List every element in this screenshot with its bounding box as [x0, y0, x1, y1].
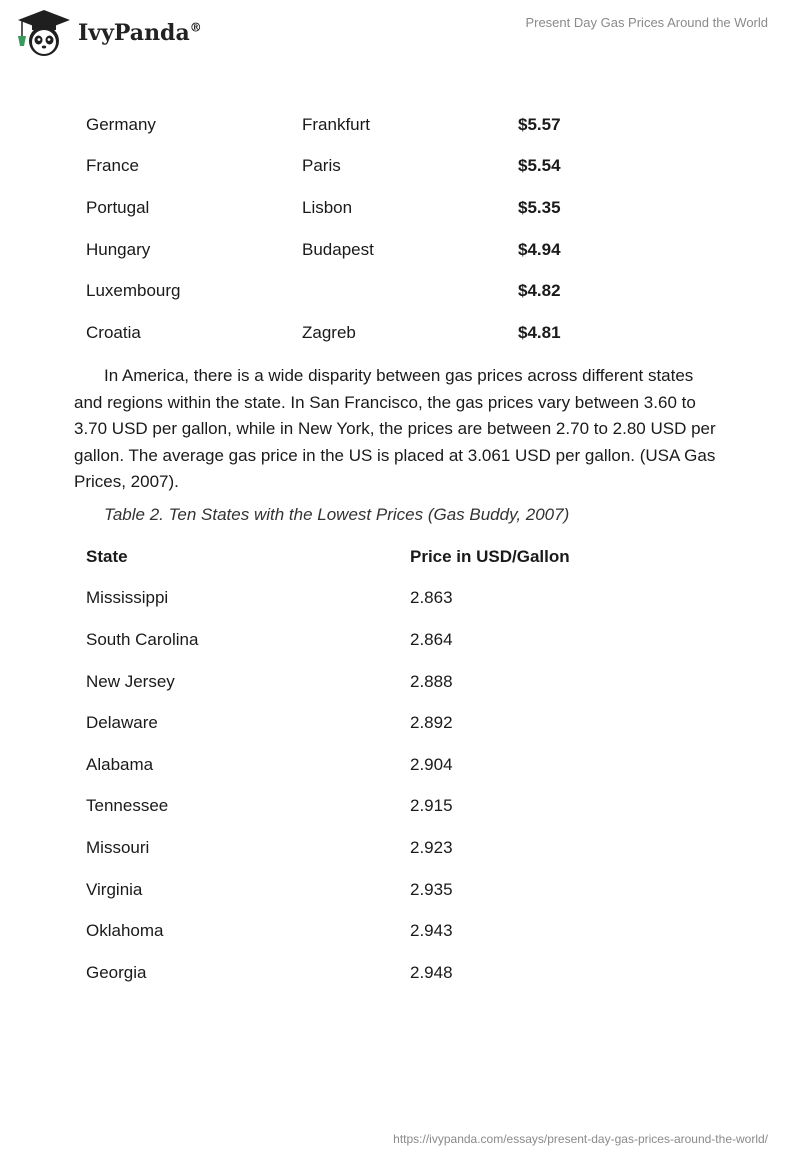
price-cell: 2.943 [410, 921, 453, 941]
table-row [74, 827, 650, 869]
table-row [74, 104, 638, 146]
source-url-link[interactable]: https://ivypanda.com/essays/present-day-gas-prices-around-the-world/ [393, 1132, 768, 1146]
lowest-prices-states-table [74, 536, 650, 994]
table-row [74, 952, 650, 994]
registered-mark: ® [189, 20, 202, 35]
price-cell: 2.948 [410, 962, 453, 982]
table-row [74, 187, 638, 229]
state-cell: Tennessee [86, 796, 169, 816]
table-row [74, 578, 650, 620]
table-caption: Table 2. Ten States with the Lowest Prices (Gas Buddy, 2007) [104, 505, 570, 524]
price-cell: 2.923 [410, 837, 453, 857]
page-header [0, 0, 800, 70]
body-paragraph: In America, there is a wide disparity between gas prices across different states and regions within the state. In San Francisco, the gas prices vary between 3.60 to 3.70 USD per gallon, while in New York, the prices are between 2.70 to 2.80 USD per gallon. The average gas price in the US is placed at 3.061 USD per gallon. (USA Gas Prices, 2007). [74, 366, 716, 491]
price-cell: $4.81 [518, 322, 561, 342]
state-cell: New Jersey [86, 671, 175, 691]
price-cell: $5.54 [518, 156, 561, 176]
city-cell [290, 270, 506, 312]
table-row [74, 146, 638, 188]
city-cell: Zagreb [302, 322, 356, 342]
price-cell: $4.82 [518, 281, 561, 301]
table-row [74, 619, 650, 661]
city-cell: Budapest [302, 239, 374, 259]
country-cell: Hungary [86, 239, 151, 259]
gas-prices-europe-table [74, 104, 638, 354]
table-row [74, 229, 638, 271]
state-cell: Missouri [86, 837, 150, 857]
state-cell: Virginia [86, 879, 143, 899]
city-cell: Frankfurt [302, 114, 371, 134]
table-row [74, 869, 650, 911]
price-cell: 2.864 [410, 629, 453, 649]
state-cell: Mississippi [86, 588, 169, 608]
table-header-row [74, 536, 650, 578]
table-row [74, 270, 638, 312]
table-row [74, 744, 650, 786]
price-cell: 2.863 [410, 588, 453, 608]
price-cell: $5.35 [518, 197, 561, 217]
country-cell: Croatia [86, 322, 141, 342]
table-row [74, 702, 650, 744]
country-cell: Portugal [86, 197, 150, 217]
price-cell: 2.915 [410, 796, 453, 816]
country-cell: France [86, 156, 139, 176]
panda-logo-icon[interactable] [14, 8, 74, 58]
table-row [74, 661, 650, 703]
price-cell: 2.904 [410, 754, 453, 774]
brand-name[interactable] [78, 20, 202, 46]
price-cell: 2.935 [410, 879, 453, 899]
price-cell: 2.888 [410, 671, 453, 691]
state-cell: Oklahoma [86, 921, 164, 941]
country-cell: Germany [86, 114, 156, 134]
price-cell: 2.892 [410, 713, 453, 733]
state-column-header: State [86, 546, 128, 566]
price-cell: $4.94 [518, 239, 561, 259]
city-cell: Paris [302, 156, 341, 176]
price-cell: $5.57 [518, 114, 561, 134]
state-cell: South Carolina [86, 629, 199, 649]
country-cell: Luxembourg [86, 281, 181, 301]
state-cell: Georgia [86, 962, 147, 982]
document-title: Present Day Gas Prices Around the World [525, 15, 768, 30]
state-cell: Delaware [86, 713, 158, 733]
table-row [74, 910, 650, 952]
table-row [74, 312, 638, 354]
price-column-header: Price in USD/Gallon [410, 546, 570, 566]
state-cell: Alabama [86, 754, 154, 774]
brand-text: IvyPanda [78, 20, 190, 46]
table-row [74, 786, 650, 828]
city-cell: Lisbon [302, 197, 353, 217]
